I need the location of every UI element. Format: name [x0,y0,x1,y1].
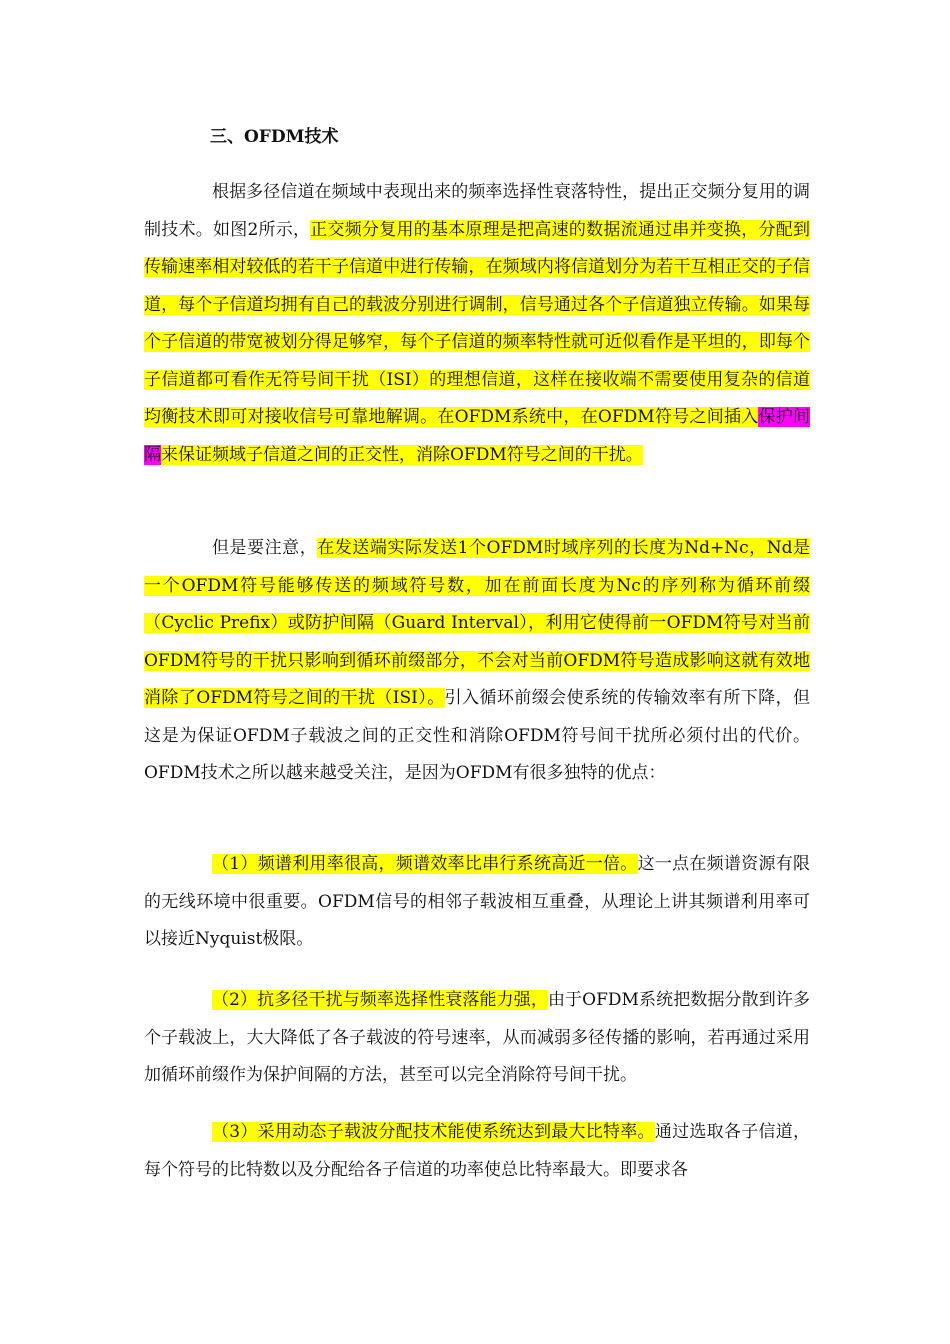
paragraph-text: 通过选取各子信道，每个符号的比特数以及分配给各子信道的功率使总比特率最大。即要求各 [144,1122,811,1180]
paragraph-advantage-3 [144,1114,810,1189]
highlighted-text: 在发送端实际发送1个OFDM时域序列的长度为Nd+Nc，Nd是一个OFDM符号能够传送的频域符号数，加在前面长度为Nc的序列称为循环前缀（Cyclic Prefix）或防护间隔（Guard Interval），利用它使得前一OFDM符号对当前OFDM符号的干扰只影响到循环前缀部分，不会对当前OFDM符号造成影响这就有效地消除了OFDM符号之间的干扰（ISI）。 [144,538,811,708]
highlighted-text-magenta: 保护间隔 [144,407,810,465]
paragraph-advantage-2 [144,982,810,1095]
highlighted-text: （1）频谱利用率很高，频谱效率比串行系统高近一倍。 [212,854,638,874]
highlighted-text: 来保证频域子信道之间的正交性，消除OFDM符号之间的干扰。 [161,444,643,465]
paragraph-text: 引入循环前缀会使系统的传输效率有所下降，但这是为保证OFDM子载波之间的正交性和消除OFDM符号间干扰所必须付出的代价。OFDM技术之所以越来越受关注，是因为OFDM有很多独特的优点： [144,688,810,783]
paragraph-text: 这一点在频谱资源有限的无线环境中很重要。OFDM信号的相邻子载波相互重叠，从理论上讲其频谱利用率可以接近Nyquist极限。 [144,854,810,949]
highlighted-text: 正交频分复用的基本原理是把高速的数据流通过串并变换，分配到传输速率相对较低的若干子信道中进行传输，在频域内将信道划分为若干互相正交的子信道，每个子信道均拥有自己的载波分别进行调制，信号通过各个子信道独立传输。如果每个子信道的带宽被划分得足够窄，每个子信道的频率特性就可近似看作是平坦的，即每个子信道都可看作无符号间干扰（ISI）的理想信道，这样在接收端不需要使用复杂的信道均衡技术即可对接收信号可靠地解调。在OFDM系统中，在OFDM符号之间插入 [144,219,810,427]
paragraph-text: 根据多径信道在频域中表现出来的频率选择性衰落特性，提出正交频分复用的调制技术。如图2所示， [144,182,810,240]
paragraph-text: 但是要注意， [212,538,318,558]
paragraph-cyclic-prefix [144,530,810,793]
paragraph-advantage-1 [144,846,810,959]
highlighted-text: （3）采用动态子载波分配技术能使系统达到最大比特率。 [212,1122,655,1142]
section-title: 三、OFDM技术 [210,127,339,147]
paragraph-ofdm-principle [144,174,810,474]
highlighted-text: （2）抗多径干扰与频率选择性衰落能力强， [212,990,548,1010]
paragraph-text: 由于OFDM系统把数据分散到许多个子载波上，大大降低了各子载波的符号速率，从而减弱多径传播的影响，若再通过采用加循环前缀作为保护间隔的方法，甚至可以完全消除符号间干扰。 [144,990,810,1085]
